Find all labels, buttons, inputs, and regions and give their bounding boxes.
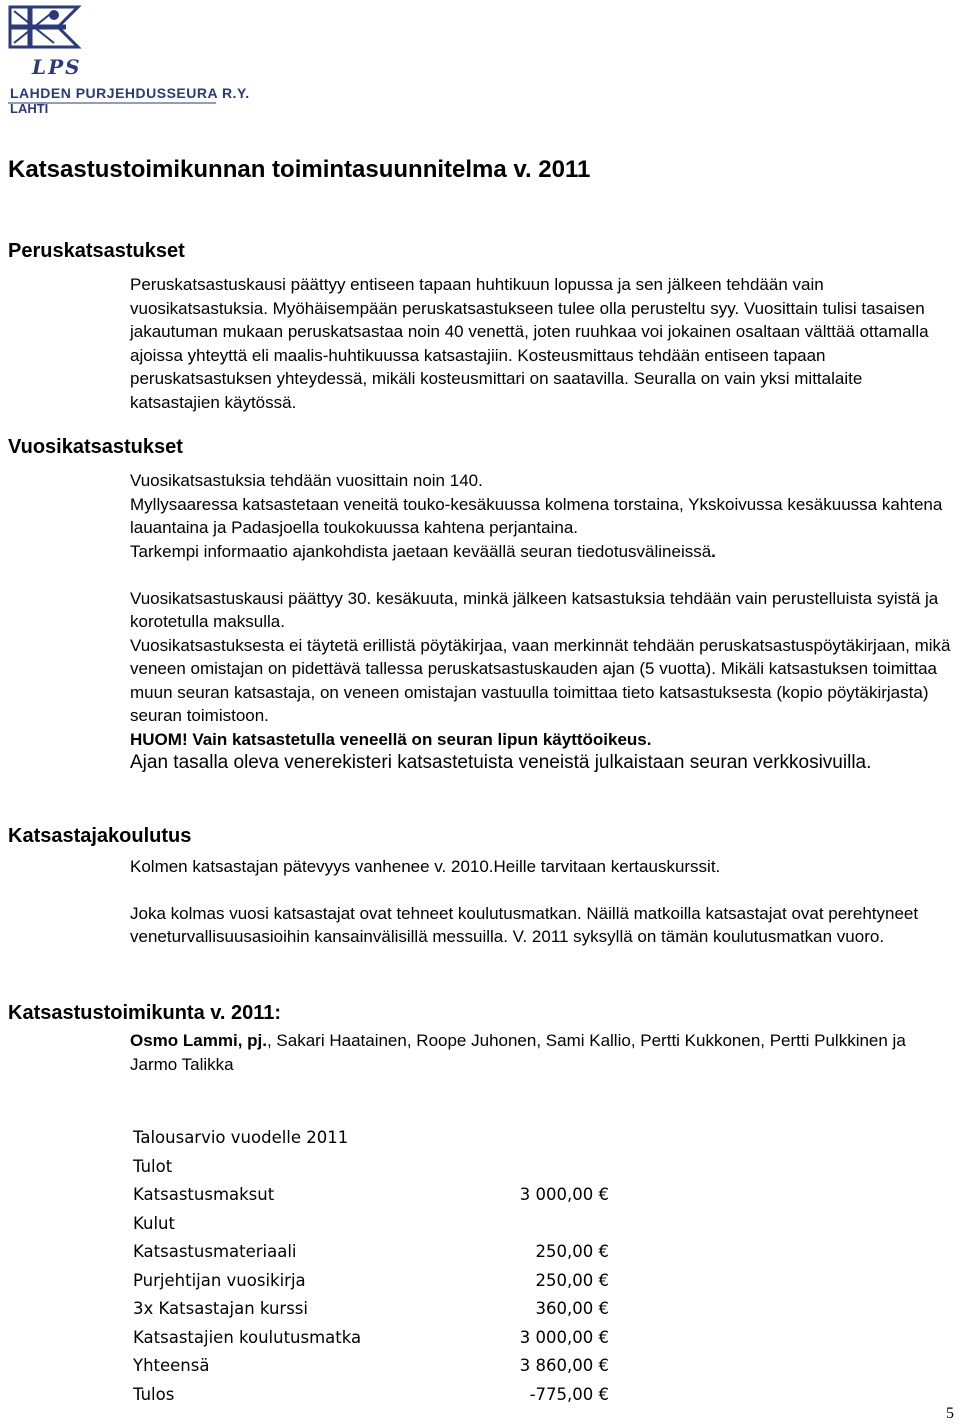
- logo-city: LAHTI: [10, 101, 49, 116]
- logo-club-name: LAHDEN PURJEHDUSSEURA R.Y.: [10, 85, 250, 101]
- budget-row: [133, 1324, 633, 1353]
- chair-name: Osmo Lammi, pj.: [130, 1031, 267, 1050]
- vuosi-paragraph-5: Vuosikatsastuksesta ei täytetä erillistä pöytäkirjaa, vaan merkinnät tehdään peruskatsastuspöytäkirjaan, mikä veneen omistajan on pidettävä tallessa peruskatsastuskauden ajan (5 vuotta). Mikäli katsastuksen toimittaa muun seuran katsastaja, on veneen omistajan vastuulla toimittaa tieto katsastuksesta (kopio pöytäkirjasta) seuran toimistoon.: [130, 635, 951, 725]
- budget-row-label: Katsastajien koulutusmatka: [133, 1327, 362, 1347]
- vuosi-paragraph-3: [130, 540, 952, 564]
- vuosi-paragraph-2: Myllysaaressa katsastetaan veneitä touko-kesäkuussa kolmena torstaina, Ykskoivussa kesäkuussa kahtena lauantaina ja Padasjoella toukokuussa kahtena perjantaina.: [130, 494, 943, 537]
- budget-row-value: 360,00 €: [535, 1299, 609, 1318]
- vuosi-paragraph-1: Vuosikatsastuksia tehdään vuosittain noin 140.: [130, 471, 483, 490]
- koulutus-text: [130, 855, 952, 949]
- budget-row: [133, 1295, 633, 1324]
- budget-total-row: [133, 1352, 633, 1381]
- budget-row: [133, 1238, 633, 1267]
- income-label: Tulot: [133, 1156, 173, 1176]
- budget-row-label: Purjehtijan vuosikirja: [133, 1270, 306, 1290]
- budget-table: [133, 1124, 633, 1409]
- section-heading-toimikunta: Katsastustoimikunta v. 2011:: [8, 1002, 282, 1024]
- toimikunta-members: [130, 1029, 942, 1076]
- vuosi-paragraph-6: Ajan tasalla oleva venerekisteri katsastetuista veneistä julkaistaan seuran verkkosivuilla.: [130, 752, 872, 773]
- peruskatsastukset-text: [130, 273, 952, 414]
- budget-row-value: 250,00 €: [535, 1242, 609, 1261]
- result-value: -775,00 €: [529, 1384, 609, 1404]
- page-title: Katsastustoimikunnan toimintasuunnitelma v. 2011: [8, 156, 591, 183]
- peruskatsastukset-paragraph: Peruskatsastuskausi päättyy entiseen tapaan huhtikuun lopussa ja sen jälkeen tehdään vain vuosikatsastuksia. Myöhäisempään peruskatsastukseen tulee olla perusteltu syy. Vuosittain tulisi tasaisen jakautuman mukaan peruskatsastaa noin 40 venettä, joten ruuhkaa voi jokainen osaltaan välttää ottamalla ajoissa yhteyttä eli maalis-huhtikuussa katsastajiin. Kosteusmittaus tehdään entiseen tapaan peruskatsastuksen yhteydessä, mikäli kosteusmittari on saatavilla. Seuralla on vain yksi mittalaite katsastajien käytössä.: [130, 275, 929, 412]
- budget-row-value: 3 000,00 €: [519, 1185, 609, 1204]
- vuosi-paragraph-4: Vuosikatsastuskausi päättyy 30. kesäkuuta, minkä jälkeen katsastuksia tehdään vain perustelluista syistä ja korotetulla maksulla.: [130, 588, 939, 631]
- budget-row-value: 3 000,00 €: [519, 1327, 609, 1347]
- budget-income-header: [133, 1153, 633, 1182]
- budget-title: Talousarvio vuodelle 2011: [133, 1128, 349, 1147]
- budget-title-row: [133, 1124, 633, 1153]
- koulutus-paragraph-2: Joka kolmas vuosi katsastajat ovat tehneet koulutusmatkan. Näillä matkoilla katsastajat ovat perehtyneet veneturvallisuusasioihin kansainvälisillä messuilla. V. 2011 syksyllä on tämän koulutusmatkan vuoro.: [130, 903, 919, 946]
- budget-row: [133, 1267, 633, 1296]
- budget-expense-header: [133, 1210, 633, 1239]
- huom-notice: HUOM! Vain katsastetulla veneellä on seuran lipun käyttöoikeus.: [130, 729, 652, 749]
- budget-row-label: 3x Katsastajan kurssi: [133, 1299, 308, 1318]
- expense-label: Kulut: [133, 1213, 175, 1233]
- section-heading-vuosikatsastukset: Vuosikatsastukset: [8, 436, 183, 458]
- total-value: 3 860,00 €: [519, 1356, 609, 1375]
- total-label: Yhteensä: [133, 1356, 210, 1375]
- vuosi-paragraph-3-end: .: [711, 541, 716, 561]
- spacer: [130, 879, 952, 902]
- vuosi-paragraph-3-text: Tarkempi informaatio ajankohdista jaetaan keväällä seuran tiedotusvälineissä: [130, 541, 712, 561]
- vuosikatsastukset-text: [130, 469, 952, 775]
- koulutus-paragraph-1: Kolmen katsastajan pätevyys vanhenee v. 2010.Heille tarvitaan kertauskurssit.: [130, 857, 721, 876]
- toimikunta-paragraph: [130, 1029, 942, 1076]
- page-number: 5: [946, 1405, 954, 1422]
- other-members: , Sakari Haatainen, Roope Juhonen, Sami Kallio, Pertti Kukkonen, Pertti Pulkkinen ja Jarmo Talikka: [130, 1031, 906, 1074]
- budget-result-row: [133, 1381, 633, 1410]
- budget-row-label: Katsastusmateriaali: [133, 1242, 297, 1261]
- logo-initials: LPS: [32, 55, 82, 79]
- result-label: Tulos: [133, 1384, 175, 1404]
- section-heading-peruskatsastukset: Peruskatsastukset: [8, 240, 185, 262]
- spacer: [130, 563, 952, 587]
- budget-row: [133, 1181, 633, 1210]
- budget-row-label: Katsastusmaksut: [133, 1185, 275, 1204]
- section-heading-koulutus: Katsastajakoulutus: [8, 825, 192, 847]
- budget-row-value: 250,00 €: [535, 1270, 609, 1290]
